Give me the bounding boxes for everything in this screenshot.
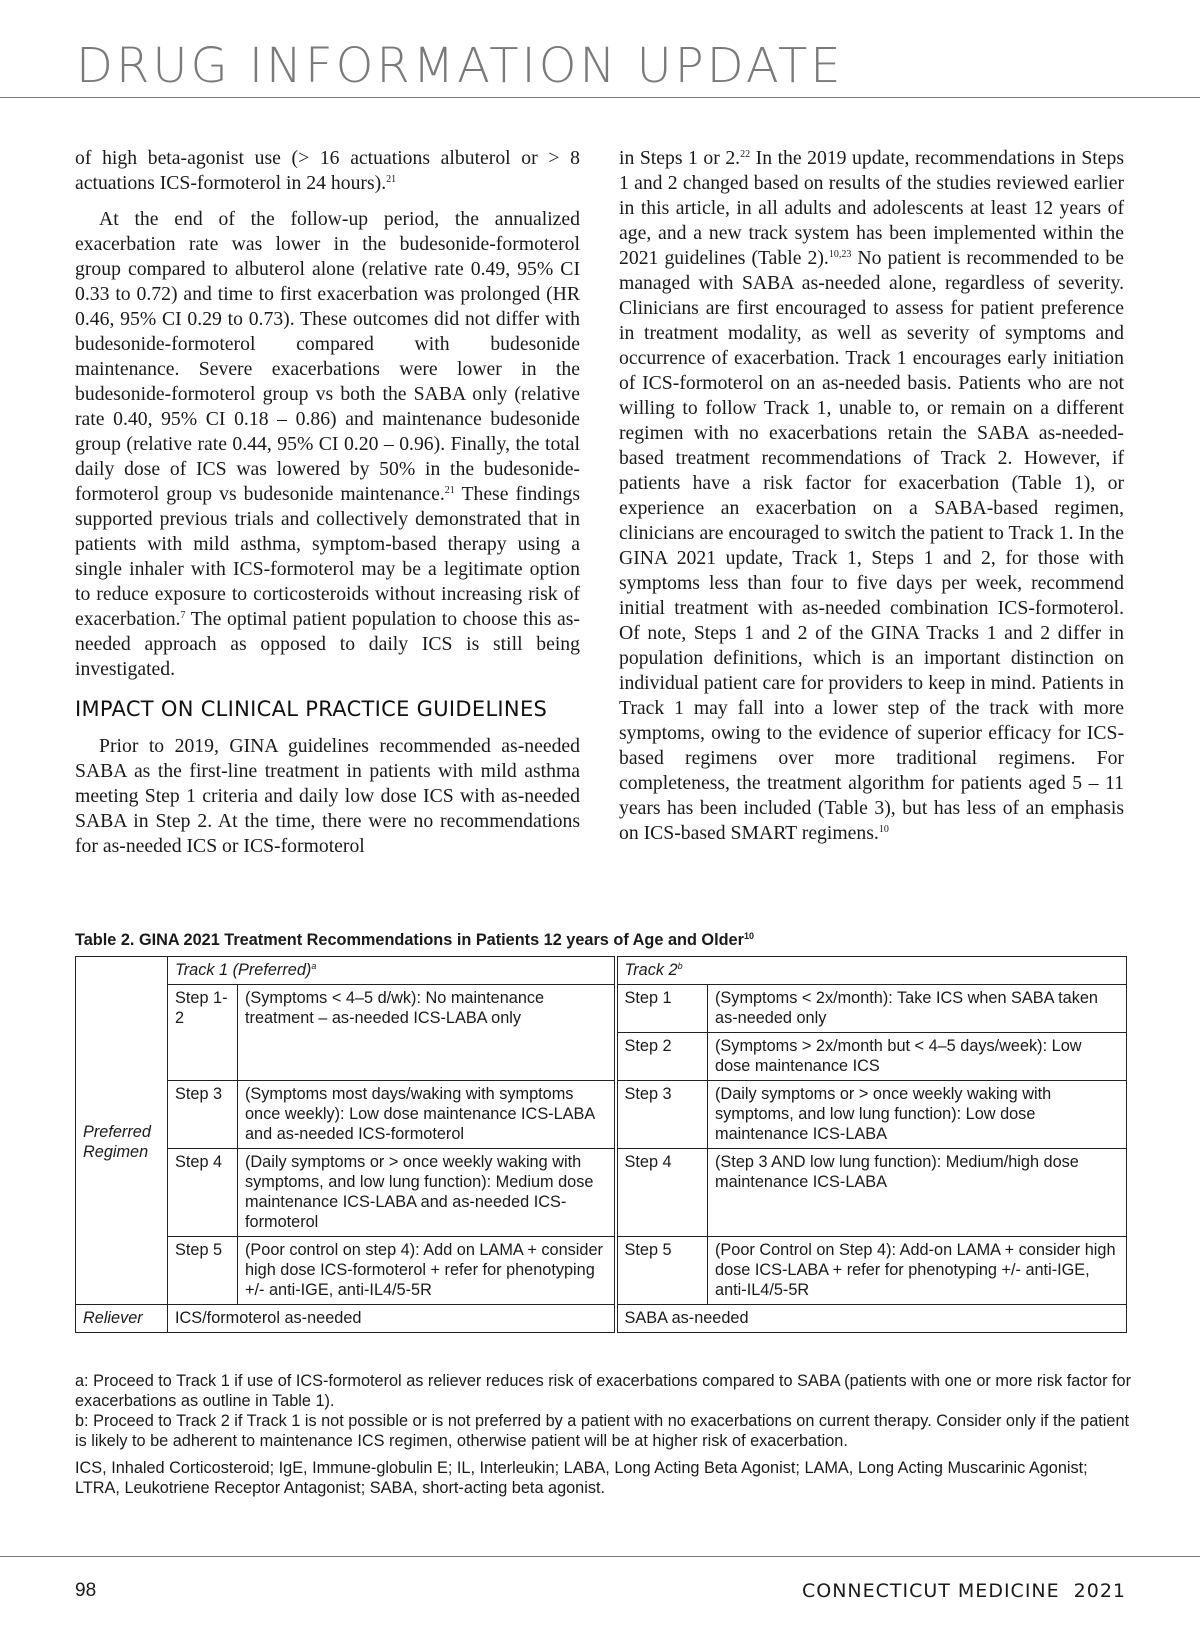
treatment-cell: (Symptoms < 4–5 d/wk): No maintenance treatment – as-needed ICS-LABA only	[238, 985, 616, 1081]
reference-superscript: 10,23	[828, 249, 852, 260]
step-label: Step 5	[168, 1237, 238, 1305]
footnote-a: a: Proceed to Track 1 if use of ICS-formoterol as reliever reduces risk of exacerbations compared to SABA (patients with one or more risk factor for exacerbations as outline in Table 1).	[75, 1372, 1132, 1410]
table-row	[76, 1149, 1127, 1237]
reference-superscript: 21	[444, 485, 455, 496]
running-head: DRUG INFORMATION UPDATE	[76, 38, 844, 94]
table-caption: Table 2. GINA 2021 Treatment Recommendations in Patients 12 years of Age and Older$^{10}$	[75, 931, 754, 949]
treatment-table	[75, 956, 1127, 1333]
right-column	[619, 146, 1124, 846]
step-label: Step 4	[168, 1149, 238, 1237]
footer-rule	[0, 1556, 1200, 1557]
table-notes	[75, 1371, 1135, 1498]
track1-header: Track 1 (Preferred)$^a$	[168, 957, 616, 985]
left-column	[75, 146, 580, 859]
treatment-cell: (Symptoms > 2x/month but < 4–5 days/week): Low dose maintenance ICS	[708, 1033, 1127, 1081]
journal-footer	[802, 1580, 1126, 1602]
step-label: Step 4	[616, 1149, 708, 1237]
reliever-label: Reliever	[76, 1305, 168, 1333]
paragraph: At the end of the follow-up period, the annualized exacerbation rate was lower in the budesonide-formoterol group compared to albuterol alone (relative rate 0.49, 95% CI 0.33 to 0.72) and time to first exacerbation was prolonged (HR 0.46, 95% CI 0.29 to 0.73). These outcomes did not differ with budesonide-formoterol compared with budesonide maintenance. Severe exacerbations were lower in the budesonide-formoterol group vs both the SABA only (relative rate 0.40, 95% CI 0.18 – 0.86) and maintenance budesonide group (relative rate 0.44, 95% CI 0.20 – 0.96). Finally, the total daily dose of ICS was lowered by 50% in the budesonide-formoterol group vs budesonide maintenance.$^{21}$ These findings supported previous trials and collectively demonstrated that in patients with mild asthma, symptom-based therapy using a single inhaler with ICS-formoterol may be a legitimate option to reduce exposure to corticosteroids without increasing risk of exacerbation.$^7$ The optimal patient population to choose this as-needed approach as opposed to daily ICS is still being investigated.	[75, 208, 581, 680]
track2-header: Track 2$^b$	[616, 957, 1127, 985]
step-label: Step 1	[616, 985, 708, 1033]
reliever-track1-cell: ICS/formoterol as-needed	[168, 1305, 616, 1333]
table-row	[76, 985, 1127, 1033]
reliever-track2-cell: SABA as-needed	[616, 1305, 1127, 1333]
header-rule	[0, 97, 1200, 98]
paragraph: Prior to 2019, GINA guidelines recommended as-needed SABA as the first-line treatment in patients with mild asthma meeting Step 1 criteria and daily low dose ICS with as-needed SABA in Step 2. At the time, there were no recommendations for as-needed ICS or ICS-formoterol	[75, 735, 580, 857]
reliever-row	[76, 1305, 1127, 1333]
step-label: Step 1-2	[168, 985, 238, 1081]
treatment-cell: (Step 3 AND low lung function): Medium/high dose maintenance ICS-LABA	[708, 1149, 1127, 1237]
journal-year: 2021	[1073, 1580, 1126, 1602]
treatment-cell: (Poor Control on Step 4): Add-on LAMA + consider high dose ICS-LABA + refer for phenotyping +/- anti-IGE, anti-IL4/5-5R	[708, 1237, 1127, 1305]
treatment-cell: (Poor control on step 4): Add on LAMA + consider high dose ICS-formoterol + refer for phenotyping +/- anti-IGE, anti-IL4/5-5R	[238, 1237, 616, 1305]
page-number: 98	[75, 1580, 97, 1601]
table-row	[76, 1237, 1127, 1305]
treatment-cell: (Daily symptoms or > once weekly waking with symptoms, and low lung function): Low dose maintenance ICS-LABA	[708, 1081, 1127, 1149]
reference-superscript: 21	[386, 174, 397, 185]
table-row	[76, 1081, 1127, 1149]
step-label: Step 3	[168, 1081, 238, 1149]
section-heading: IMPACT ON CLINICAL PRACTICE GUIDELINES	[75, 697, 548, 721]
treatment-cell: (Symptoms most days/waking with symptoms once weekly): Low dose maintenance ICS-LABA and as-needed ICS-formoterol	[238, 1081, 616, 1149]
abbreviations: ICS, Inhaled Corticosteroid; IgE, Immune-globulin E; IL, Interleukin; LABA, Long Acting Beta Agonist; LAMA, Long Acting Muscarinic Agonist; LTRA, Leukotriene Receptor Antagonist; SABA, short-acting beta agonist.	[75, 1459, 1088, 1497]
reference-superscript: 22	[740, 149, 751, 160]
step-label: Step 2	[616, 1033, 708, 1081]
step-label: Step 5	[616, 1237, 708, 1305]
paragraph: of high beta-agonist use (> 16 actuations albuterol or > 8 actuations ICS-formoterol in 24 hours).$^{21}$	[75, 147, 580, 194]
paragraph: in Steps 1 or 2.22 In the 2019 update, recommendations in Steps 1 and 2 changed based on results of the studies reviewed earlier in this article, in all adults and adolescents at least 12 years of age, and a new track system has been implemented within the 2021 guidelines (Table 2).$^{10,23}$ No patient is recommended to be managed with SABA as-needed alone, regardless of severity. Clinicians are first encouraged to assess for patient preference in treatment modality, as well as severity of symptoms and occurrence of exacerbation. Track 1 encourages early initiation of ICS-formoterol on an as-needed basis. Patients who are not willing to follow Track 1, unable to, or remain on a different regimen with no exacerbations retain the SABA as-needed-based treatment recommendations of Track 2. However, if patients have a risk factor for exacerbation (Table 1), or experience an exacerbation on a SABA-based regimen, clinicians are encouraged to switch the patient to Track 1. In the GINA 2021 update, Track 1, Steps 1 and 2, for those with symptoms less than four to five days per week, recommend initial treatment with as-needed combination ICS-formoterol. Of note, Steps 1 and 2 of the GINA Tracks 1 and 2 differ in population definitions, which is an important distinction on individual patient care for providers to keep in mind. Patients in Track 1 may fall into a lower step of the track with more symptoms, owing to the evidence of superior efficacy for ICS-based regimens over more traditional regimens. For completeness, the treatment algorithm for patients aged 5 – 11 years has been included (Table 3), but has less of an emphasis on ICS-based SMART regimens.$^{10}$	[619, 147, 1124, 844]
treatment-cell: (Daily symptoms or > once weekly waking with symptoms, and low lung function): Medium dose maintenance ICS-LABA and as-needed ICS-formoterol	[238, 1149, 616, 1237]
footnote-b: b: Proceed to Track 2 if Track 1 is not possible or is not preferred by a patient with no exacerbations on current therapy. Consider only if the patient is likely to be adherent to maintenance ICS regimen, otherwise patient will be at higher risk of exacerbation.	[75, 1412, 1130, 1450]
journal-name: CONNECTICUT MEDICINE	[801, 1580, 1060, 1602]
reference-superscript: 7	[180, 610, 186, 621]
step-label: Step 3	[616, 1081, 708, 1149]
table-header-row	[76, 957, 1127, 985]
treatment-cell: (Symptoms < 2x/month): Take ICS when SABA taken as-needed only	[708, 985, 1127, 1033]
reference-superscript: 10	[878, 824, 889, 835]
preferred-regimen-label: Preferred Regimen	[83, 1123, 151, 1161]
